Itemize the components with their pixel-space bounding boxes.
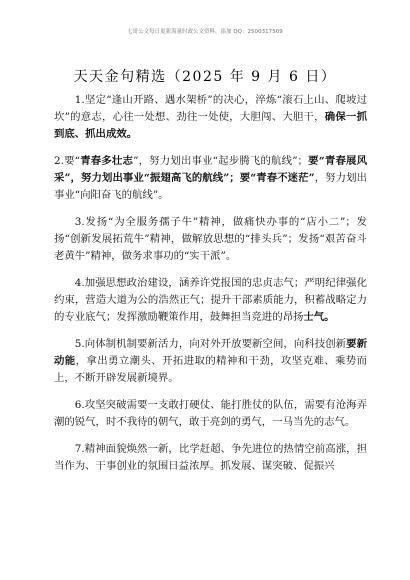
paragraph	[54, 336, 367, 387]
text-run: 5.向体制机制要新活力，向对外开放要新空间，向科技创新	[74, 338, 347, 350]
paragraph	[54, 441, 367, 475]
bold-text-run: 要新动能	[54, 338, 368, 367]
text-run: 3.发扬“为全服务孺子牛”精神，做痛快办事的“店小二”；发扬“创新发展拓荒牛”精神，做解放思想的“排头兵”；发扬“艰苦奋斗老黄牛”精神，做务求事功的“实干派”。	[54, 216, 367, 262]
text-run: 6.攻坚突破需要一支敢打硬仗、能打胜仗的队伍，需要有沧海弄潮的锐气，时不我待的朝气，敢于亮剑的勇气，一马当先的志气。	[54, 399, 367, 428]
paragraph	[54, 153, 367, 204]
header-note: 七哥公文每日更新海量时政公文资料，添加 QQ：2500317509	[127, 29, 283, 35]
text-run: ，拿出勇立潮头、开拓进取的精神和干劲，攻坚克难、乘势而上，不断开辟发展新境界。	[54, 355, 368, 384]
bold-text-run: 士气。	[303, 311, 335, 323]
paragraph	[54, 92, 367, 143]
text-run: ”，努力划出事业“起步腾飞的航线”；	[133, 155, 308, 167]
text-run: 1.坚定“逢山开路、遇水架桥”的决心，淬炼“滚石上山、爬坡过坎”的意志，心往一处想、劲往一处使，大胆闯、大胆干，	[54, 94, 367, 123]
paragraph	[54, 275, 367, 326]
paragraph	[54, 397, 367, 431]
bold-text-run: 青春多壮志	[80, 155, 134, 167]
text-run: 2.要“	[54, 155, 80, 167]
bold-text-run: 要“青春展风采”，努力划出事业“振翅高飞的航线”；要“青春不迷茫”	[54, 155, 367, 184]
text-run: 7.精神面貌焕然一新，比学赶超、争先进位的热情空前高涨，担当作为、干事创业的氛围日益浓厚。抓发展、谋突破、促振兴	[54, 443, 367, 472]
document-title: 天天金句精选（2025 年 9 月 6 日）	[73, 69, 337, 85]
paragraph	[54, 214, 367, 265]
text-run: ，努力划出事业“向阳奋飞的航线”。	[54, 172, 368, 201]
document-body	[54, 92, 367, 485]
bold-text-run: 确保一抓到底、抓出成效。	[54, 111, 368, 140]
text-run: 4.加强思想政治建设，涵养许党报国的忠贞志气；严明纪律强化约束，营造大道为公的浩然正气；提升干部素质能力，积蓄战略定力的专业底气；发挥激励鞭策作用，鼓舞担当竞进的昂扬	[54, 277, 367, 323]
